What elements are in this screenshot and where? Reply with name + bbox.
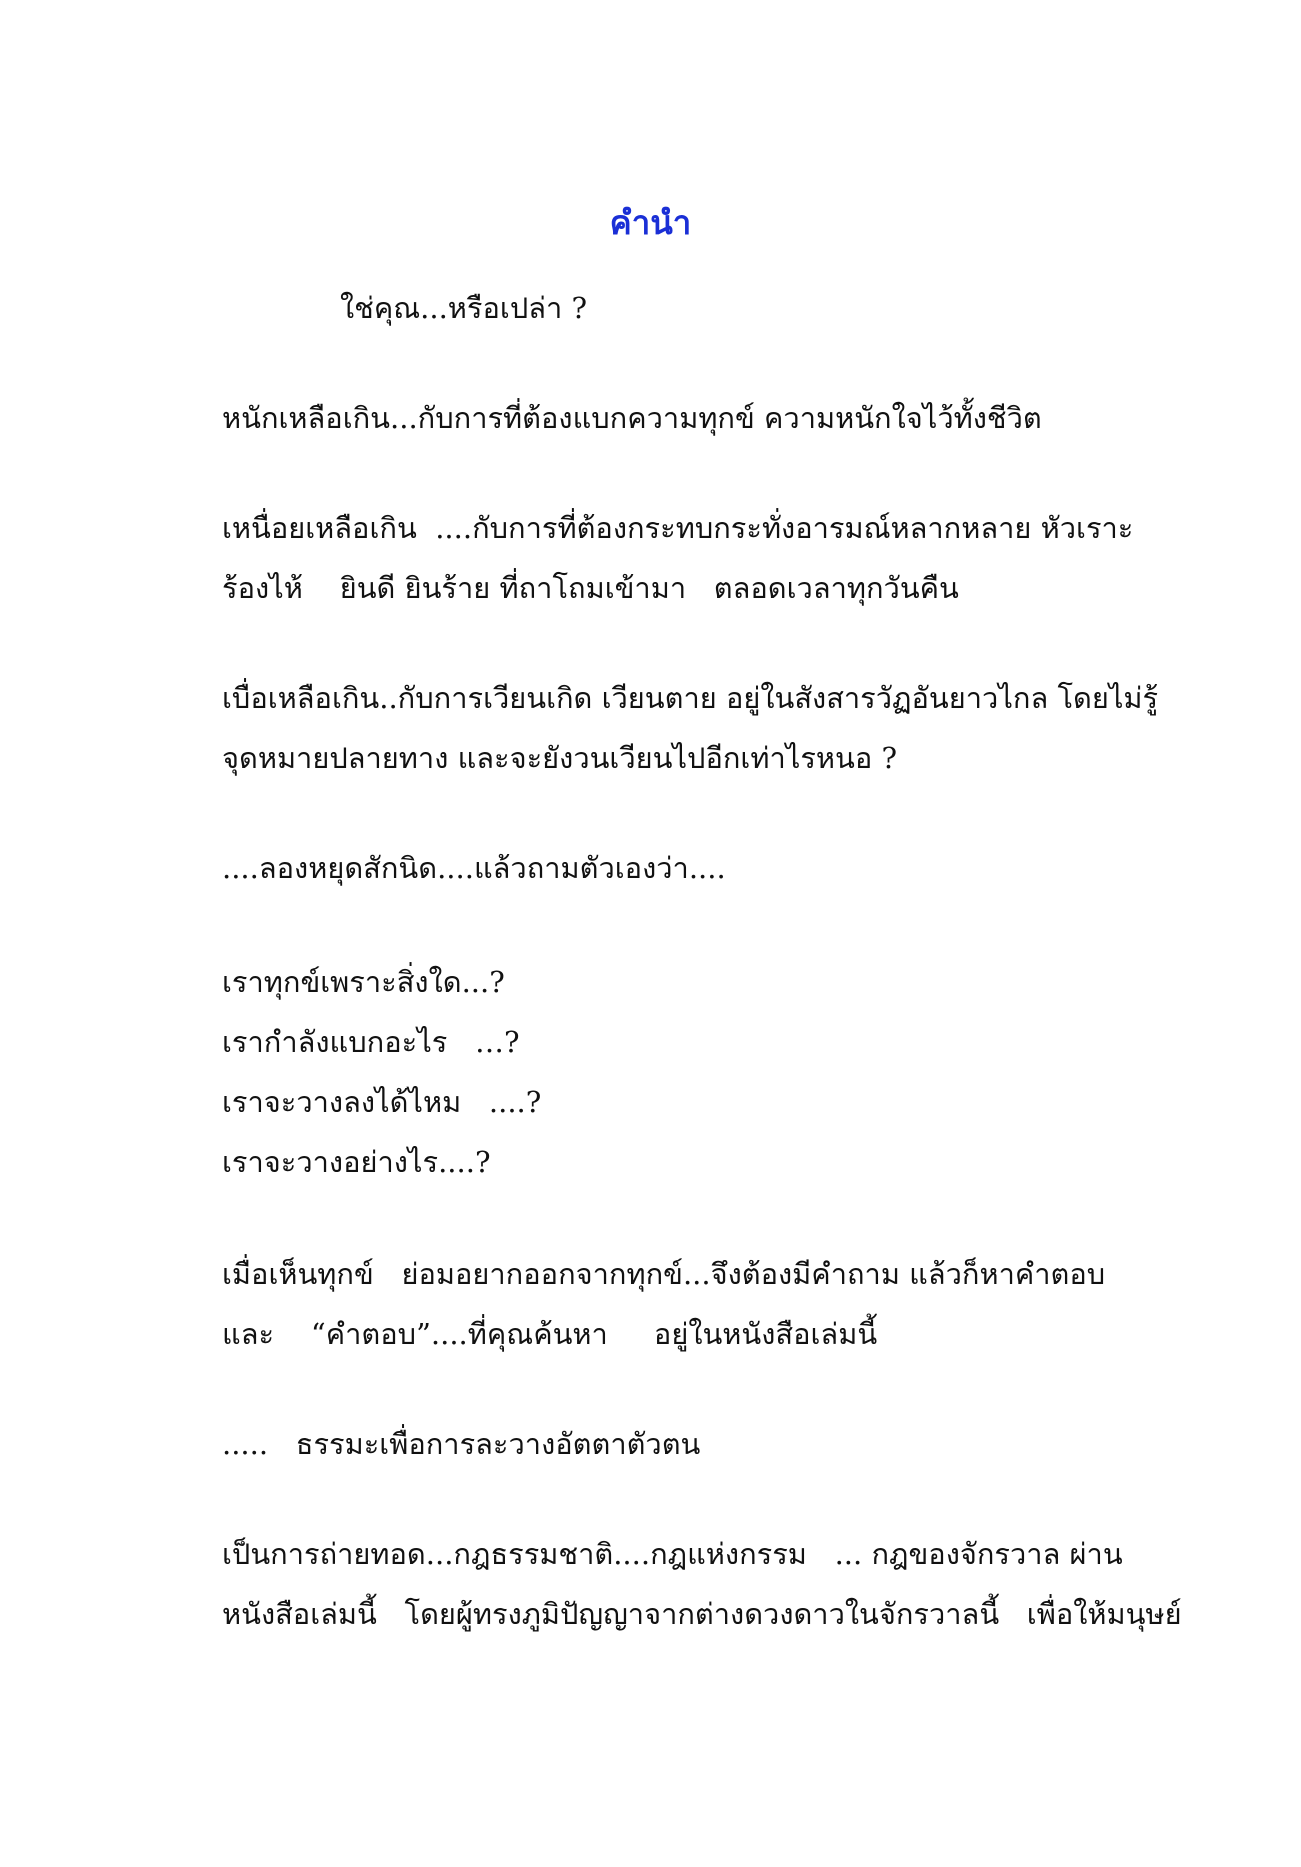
paragraph-line: ..... ธรรมะเพื่อการละวางอัตตาตัวตน	[222, 1427, 701, 1461]
paragraph-line: เบื่อเหลือเกิน..กับการเวียนเกิด เวียนตาย อยู่ในสังสารวัฏอันยาวไกล โดยไม่รู้	[222, 681, 1159, 715]
paragraph-line: หนังสือเล่มนี้ โดยผู้ทรงภูมิปัญญาจากต่างดวงดาวในจักรวาลนี้ เพื่อให้มนุษย์	[222, 1597, 1182, 1631]
paragraph-line: เป็นการถ่ายทอด...กฎธรรมชาติ....กฎแห่งกรรม ... กฎของจักรวาล ผ่าน	[222, 1537, 1123, 1571]
intro-line: ใช่คุณ...หรือเปล่า ?	[340, 291, 588, 325]
paragraph-line: ร้องไห้ ยินดี ยินร้าย ที่ถาโถมเข้ามา ตลอดเวลาทุกวันคืน	[222, 571, 959, 605]
question-line: เรากำลังแบกอะไร …?	[222, 1025, 520, 1059]
question-line: เราจะวางอย่างไร....?	[222, 1145, 491, 1179]
paragraph-line: เหนื่อยเหลือเกิน ....กับการที่ต้องกระทบกระทั่งอารมณ์หลากหลาย หัวเราะ	[222, 511, 1134, 545]
paragraph-line: จุดหมายปลายทาง และจะยังวนเวียนไปอีกเท่าไรหนอ ?	[222, 741, 898, 775]
paragraph-line: หนักเหลือเกิน...กับการที่ต้องแบกความทุกข์ ความหนักใจไว้ทั้งชีวิต	[222, 401, 1042, 435]
paragraph-line: และ “คำตอบ”....ที่คุณค้นหา อยู่ในหนังสือเล่มนี้	[222, 1317, 878, 1351]
question-line: เราจะวางลงได้ไหม ....?	[222, 1085, 542, 1119]
paragraph-line: ....ลองหยุดสักนิด....แล้วถามตัวเองว่า....	[222, 851, 726, 885]
page-title: คำนำ	[609, 203, 692, 242]
paragraph-line: เมื่อเห็นทุกข์ ย่อมอยากออกจากทุกข์...จึงต้องมีคำถาม แล้วก็หาคำตอบ	[222, 1257, 1106, 1291]
question-line: เราทุกข์เพราะสิ่งใด...?	[222, 965, 505, 999]
